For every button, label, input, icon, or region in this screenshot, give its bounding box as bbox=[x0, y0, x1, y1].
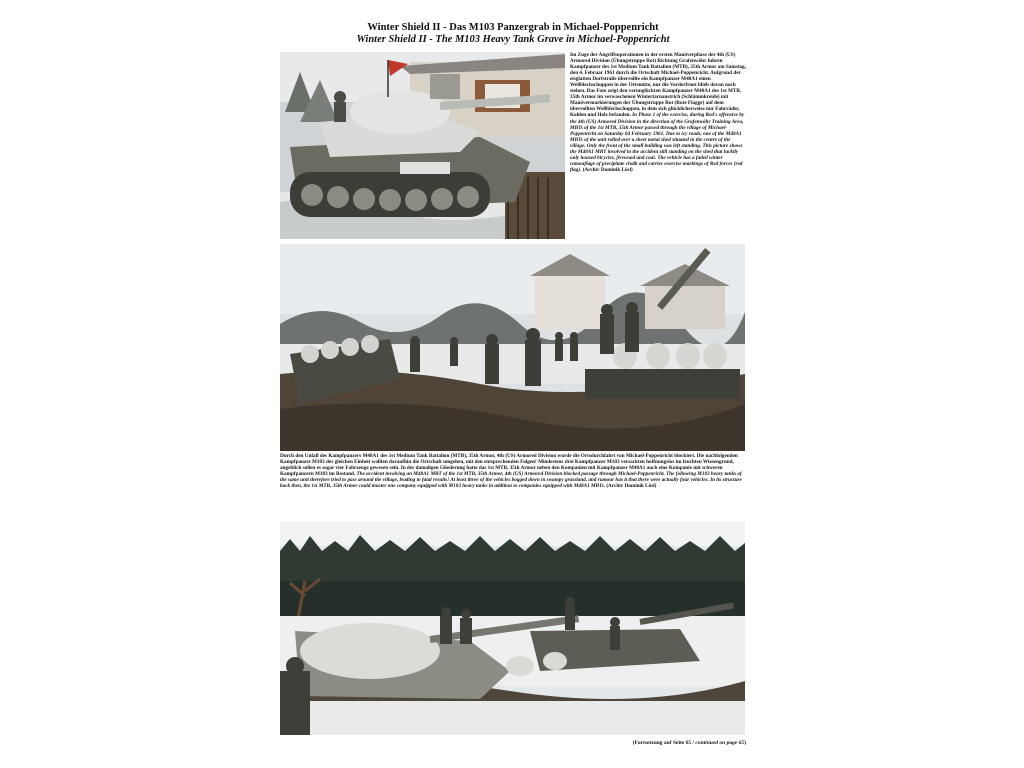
page-footer bbox=[560, 740, 746, 746]
caption-1-german: Im Zuge der Angriffsoperationen in der ersten Manöverphase der 4th (US) Armored Division (Übungstruppe Rot) Richtung Grafenwöhr fuhren Kampfpanzer des 1st Medium Tank Battalion (MTB), 35th Armor am Samstag, den 4. Februar 1961 durch die Ortschaft Michael-Poppenricht. Aufgrund der eisglatten Dorfstraße überrollte ein Kampfpanzer M48A1 einen Wellblechschuppen in der Ortsmitte, nur die Vorderfront blieb davon noch stehen. Das Foto zeigt den verunglückten Kampfpanzer M48A1 des 1st MTB, 35th Armor im verwaschenen Wintertarnanstrich (Schlämmkreide) mit Manövermarkierungen der Übungstruppe Rot (Rote Flagge) auf dem überrollten Wellblechschuppen, in dem sich glücklicherweise nur Fahrräder, Kohlen und Holz befanden. bbox=[570, 52, 746, 119]
caption-photo-1 bbox=[570, 52, 746, 242]
page-title-english: Winter Shield II - The M103 Heavy Tank Grave in Michael-Poppenricht bbox=[356, 34, 670, 45]
caption-2-german: Durch den Unfall des Kampfpanzers M48A1 des 1st Medium Tank Battalion (MTB), 35th Armor, 4th (US) Armored Division wurde die Ortsdurchfahrt von Michael-Poppenricht blockiert. Die nachfolgenden Kampfpanzer M103 der gleichen Einheit wollten daraufhin die Ortschaft umgehen, mit den entsprechenden Folgen! Mindestens drei Kampfpanzer M103 versackten hoffnungslos im feuchten Wiesengrund, angeblich sollen es sogar vier Fahrzeuge gewesen sein. In der damaligen Gliederung hatte das 1st MTB, 35th Armor neben den Kompanien mit Kampfpanzer M48A1 auch eine Kompanie mit schweren Kampfpanzern M103 im Bestand. bbox=[280, 453, 738, 478]
photo-m48a1-on-shed bbox=[280, 52, 565, 239]
caption-2-credit: (Archiv Dominik Lösl) bbox=[606, 483, 657, 490]
caption-photo-2 bbox=[280, 453, 746, 517]
footer-german: (Fortsetzung auf Seite 65 / bbox=[632, 740, 696, 746]
caption-2-english: The accident involving an M48A1 MBT of the 1st MTB, 35th Armor, 4th (US) Armored Division blocked passage through Michael-Poppenricht. The following M103 heavy tanks of the same unit therefore tried to pass around the village, leading to fatal results! At least three of the vehicles bogged down in swampy grassland, and rumour has it that there were actually four vehicles. In its structure back then, the 1st MTB, 35th Armor could muster one company equipped with M103 heavy tanks in addition to companies equipped with M48A1 MBTs. bbox=[280, 471, 742, 490]
caption-1-english: In Phase 1 of the exercise, during Red's offensive by the 4th (US) Armored Division in the direction of the Grafenwöhr Training Area, MBTs of the 1st MTB, 35th Armor passed through the village of Michael-Poppenricht on Saturday 04 February 1961. Due to icy roads, one of the M48A1 MBTs of the unit rolled over a sheet metal shed situated in the centre of the village. Only the front of the small building was left standing. This picture shows the M48A1 MBT involved in the accident still standing on the shed that luckily only housed bicycles, firewood and coal. The vehicle has a faded winter camouflage of precipitate chalk and carries exercise markings of Red forces (red flag). bbox=[570, 112, 745, 173]
footer-english: continued on page 65 bbox=[695, 740, 745, 746]
caption-1-credit: (Archiv Dominik Lösl) bbox=[582, 166, 633, 173]
photo-tanks-in-mud bbox=[280, 244, 745, 451]
page-title-german: Winter Shield II - Das M103 Panzergrab in Michael-Poppenricht bbox=[367, 22, 659, 33]
photo-bogged-m103-tanks bbox=[280, 521, 745, 735]
footer-close: ) bbox=[744, 740, 746, 746]
